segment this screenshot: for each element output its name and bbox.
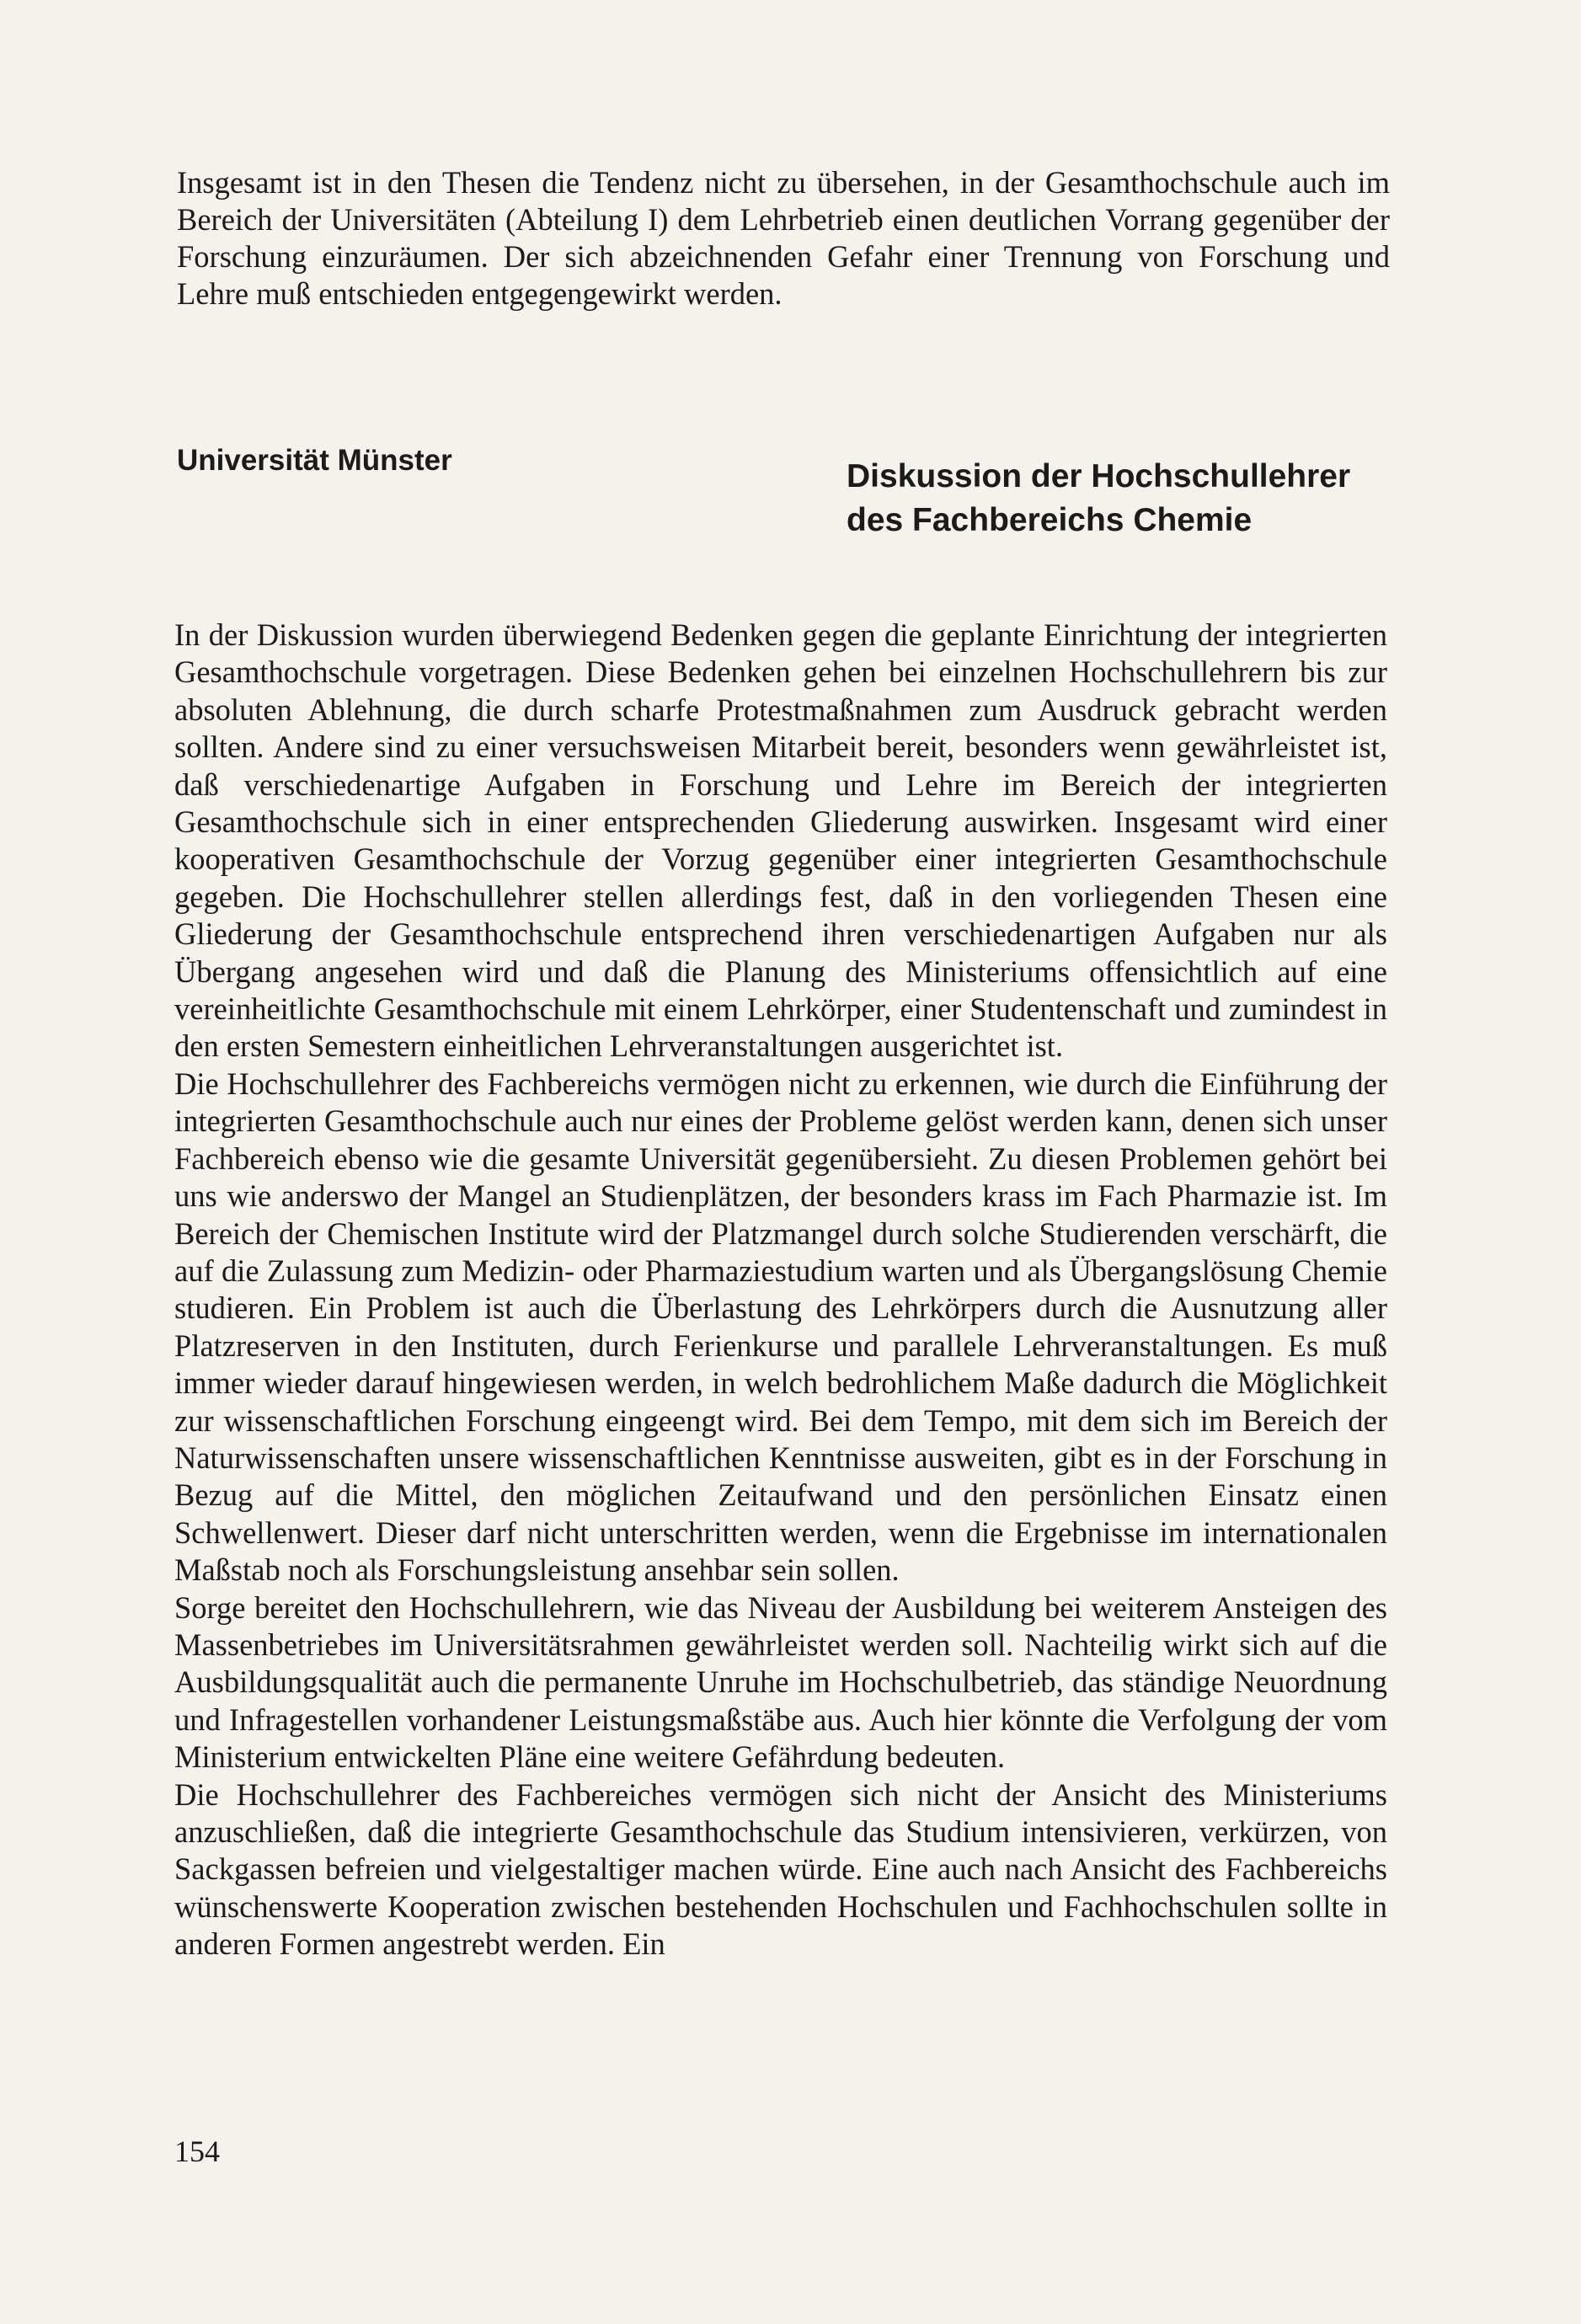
body-paragraph-2: Die Hochschullehrer des Fachbereichs vermögen nicht zu erkennen, wie durch die Einführung der integrierten Gesamthochschule auch nur eines der Probleme gelöst werden kann, denen sich unser Fachbereich ebenso wie die gesamte Universität gegenübersieht. Zu diesen Problemen gehört bei uns wie anderswo der Mangel an Studienplätzen, der besonders krass im Fach Pharmazie ist. Im Bereich der Chemischen Institute wird der Platzmangel durch solche Studierenden verschärft, die auf die Zulassung zum Medizin- oder Pharmaziestudium warten und als Übergangslösung Chemie studieren. Ein Problem ist auch die Überlastung des Lehrkörpers durch die Ausnutzung aller Platzreserven in den Instituten, durch Ferienkurse und parallele Lehrveranstaltungen. Es muß immer wieder darauf hingewiesen werden, in welch bedrohlichem Maße dadurch die Möglichkeit zur wissenschaftlichen Forschung eingeengt wird. Bei dem Tempo, mit dem sich im Bereich der Naturwissenschaften unsere wissenschaftlichen Kenntnisse ausweiten, gibt es in der Forschung in Bezug auf die Mittel, den möglichen Zeitaufwand und den persönlichen Einsatz einen Schwellenwert. Dieser darf nicht unterschritten werden, wenn die Ergebnisse im internationalen Maßstab noch als Forschungsleistung ansehbar sein sollen. [174,1066,1387,1588]
body-paragraph-4: Die Hochschullehrer des Fachbereiches vermögen sich nicht der Ansicht des Ministeriums anzuschließen, daß die integrierte Gesamthochschule das Studium intensivieren, verkürzen, von Sackgassen befreien und vielgestaltiger machen würde. Eine auch nach Ansicht des Fachbereichs wünschenswerte Kooperation zwischen bestehenden Hochschulen und Fachhochschulen sollte in anderen Formen angestrebt werden. Ein [174,1776,1387,1962]
page-number: 154 [174,2134,220,2168]
body-paragraph-1: In der Diskussion wurden überwiegend Bedenken gegen die geplante Einrichtung der integrierten Gesamthochschule vorgetragen. Diese Bedenken gehen bei einzelnen Hochschullehrern bis zur absoluten Ablehnung, die durch scharfe Protestmaßnahmen zum Ausdruck gebracht werden sollten. Andere sind zu einer versuchsweisen Mitarbeit bereit, besonders wenn gewährleistet ist, daß verschiedenartige Aufgaben in Forschung und Lehre im Bereich der integrierten Gesamthochschule sich in einer entsprechenden Gliederung auswirken. Insgesamt wird einer kooperativen Gesamthochschule der Vorzug gegenüber einer integrierten Gesamthochschule gegeben. Die Hochschullehrer stellen allerdings fest, daß in den vorliegenden Thesen eine Gliederung der Gesamthochschule entsprechend ihren verschiedenartigen Aufgaben nur als Übergang angesehen wird und daß die Planung des Ministeriums offensichtlich auf eine vereinheitlichte Gesamthochschule mit einem Lehrkörper, einer Studentenschaft und zumindest in den ersten Semestern einheitlichen Lehrveranstaltungen ausgerichtet ist. [174,617,1387,1064]
intro-paragraph: Insgesamt ist in den Thesen die Tendenz nicht zu übersehen, in der Gesamthochschule auch im Bereich der Universitäten (Abteilung I) dem Lehrbetrieb einen deutlichen Vorrang gegenüber der Forschung einzuräumen. Der sich abzeichnenden Gefahr einer Trennung von Forschung und Lehre muß entschieden entgegengewirkt werden. [177,165,1390,311]
subheading-line-2: des Fachbereichs Chemie [847,502,1253,538]
body-paragraph-3: Sorge bereitet den Hochschullehrern, wie das Niveau der Ausbildung bei weiterem Ansteigen des Massenbetriebes im Universitätsrahmen gewährleistet werden soll. Nachteilig wirkt sich auf die Ausbildungsqualität auch die permanente Unruhe im Hochschulbetrieb, das ständige Neuordnung und Infragestellen vorhandener Leistungsmaßstäbe aus. Auch hier könnte die Verfolgung der vom Ministerium entwickelten Pläne eine weitere Gefährdung bedeuten. [174,1589,1387,1775]
section-heading-university: Universität Münster [177,444,452,477]
section-subheading [847,455,1350,542]
subheading-line-1: Diskussion der Hochschullehrer [847,458,1351,494]
body-text [174,617,1387,1963]
